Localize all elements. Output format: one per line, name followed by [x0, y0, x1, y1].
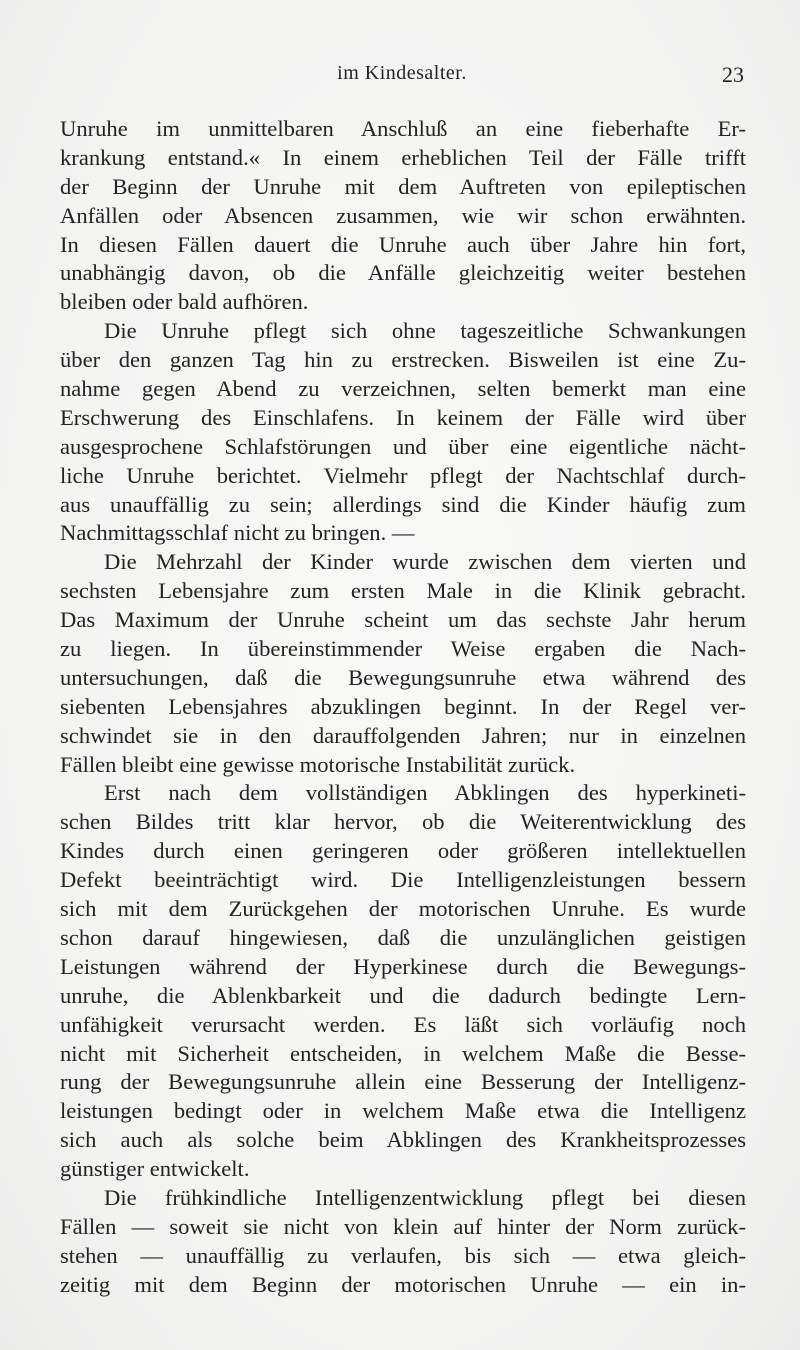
- text-line: der Beginn der Unruhe mit dem Auftreten von epileptischen: [60, 173, 746, 199]
- text-line: nahme gegen Abend zu verzeichnen, selten bemerkt man eine: [60, 376, 746, 402]
- text-line: Erst nach dem vollständigen Abklingen des hyperkineti-: [104, 780, 746, 806]
- text-line: Anfällen oder Absencen zusammen, wie wir schon erwähnten.: [60, 202, 746, 228]
- text-line: sechsten Lebensjahre zum ersten Male in die Klinik gebracht.: [60, 578, 746, 604]
- text-line: nicht mit Sicherheit entscheiden, in welchem Maße die Besse-: [60, 1040, 746, 1066]
- text-line: bleiben oder bald aufhören.: [60, 289, 309, 315]
- text-line: stehen — unauffällig zu verlaufen, bis sich — etwa gleich-: [60, 1242, 746, 1268]
- text-line: Unruhe im unmittelbaren Anschluß an eine fieberhafte Er-: [60, 116, 746, 141]
- text-line: untersuchungen, daß die Bewegungsunruhe etwa während des: [60, 664, 746, 690]
- text-line: Fällen bleibt eine gewisse motorische Instabilität zurück.: [60, 751, 576, 777]
- text-line: Kindes durch einen geringeren oder größeren intellektuellen: [60, 838, 746, 864]
- text-line: ausgesprochene Schlafstörungen und über eine eigentliche nächt-: [60, 433, 746, 459]
- running-header: [60, 62, 744, 92]
- text-line: aus unauffällig zu sein; allerdings sind die Kinder häufig zum: [60, 491, 746, 517]
- text-line: günstiger entwickelt.: [60, 1156, 250, 1182]
- text-line: Die Unruhe pflegt sich ohne tageszeitliche Schwankungen: [104, 318, 746, 344]
- text-line: Leistungen während der Hyperkinese durch die Bewegungs-: [60, 953, 746, 979]
- text-line: schen Bildes tritt klar hervor, ob die Weiterentwicklung des: [60, 809, 746, 835]
- text-line: unabhängig davon, ob die Anfälle gleichzeitig weiter bestehen: [60, 260, 746, 286]
- text-line: sich mit dem Zurückgehen der motorischen Unruhe. Es wurde: [60, 896, 746, 922]
- body-text: [60, 115, 746, 1300]
- text-line: Defekt beeinträchtigt wird. Die Intelligenzleistungen bessern: [60, 867, 746, 893]
- text-line: leistungen bedingt oder in welchem Maße etwa die Intelligenz: [60, 1098, 746, 1124]
- text-line: unfähigkeit verursacht werden. Es läßt sich vorläufig noch: [60, 1011, 746, 1037]
- text-line: Die Mehrzahl der Kinder wurde zwischen dem vierten und: [104, 549, 746, 575]
- text-line: In diesen Fällen dauert die Unruhe auch über Jahre hin fort,: [60, 231, 746, 257]
- page-number: 23: [722, 62, 744, 87]
- text-line: Fällen — soweit sie nicht von klein auf hinter der Norm zurück-: [60, 1213, 746, 1239]
- running-title: im Kindesalter.: [337, 62, 467, 84]
- text-line: unruhe, die Ablenkbarkeit und die dadurch bedingte Lern-: [60, 982, 746, 1008]
- text-line: krankung entstand.« In einem erheblichen Teil der Fälle trifft: [60, 144, 746, 170]
- text-line: über den ganzen Tag hin zu erstrecken. Bisweilen ist eine Zu-: [60, 347, 746, 373]
- text-line: siebenten Lebensjahres abzuklingen beginnt. In der Regel ver-: [60, 693, 746, 719]
- text-line: rung der Bewegungsunruhe allein eine Besserung der Intelligenz-: [60, 1069, 746, 1095]
- text-line: Die frühkindliche Intelligenzentwicklung pflegt bei diesen: [104, 1184, 746, 1210]
- text-line: liche Unruhe berichtet. Vielmehr pflegt der Nachtschlaf durch-: [60, 462, 746, 488]
- text-line: schwindet sie in den darauffolgenden Jahren; nur in einzelnen: [60, 722, 746, 748]
- text-line: schon darauf hingewiesen, daß die unzulänglichen geistigen: [60, 924, 746, 950]
- text-line: zu liegen. In übereinstimmender Weise ergaben die Nach-: [60, 636, 746, 662]
- text-line: zeitig mit dem Beginn der motorischen Unruhe — ein in-: [60, 1271, 746, 1297]
- text-line: Erschwerung des Einschlafens. In keinem der Fälle wird über: [60, 404, 746, 430]
- text-line: Nachmittagsschlaf nicht zu bringen. —: [60, 520, 415, 546]
- text-line: Das Maximum der Unruhe scheint um das sechste Jahr herum: [60, 607, 746, 633]
- text-line: sich auch als solche beim Abklingen des Krankheitsprozesses: [60, 1127, 746, 1153]
